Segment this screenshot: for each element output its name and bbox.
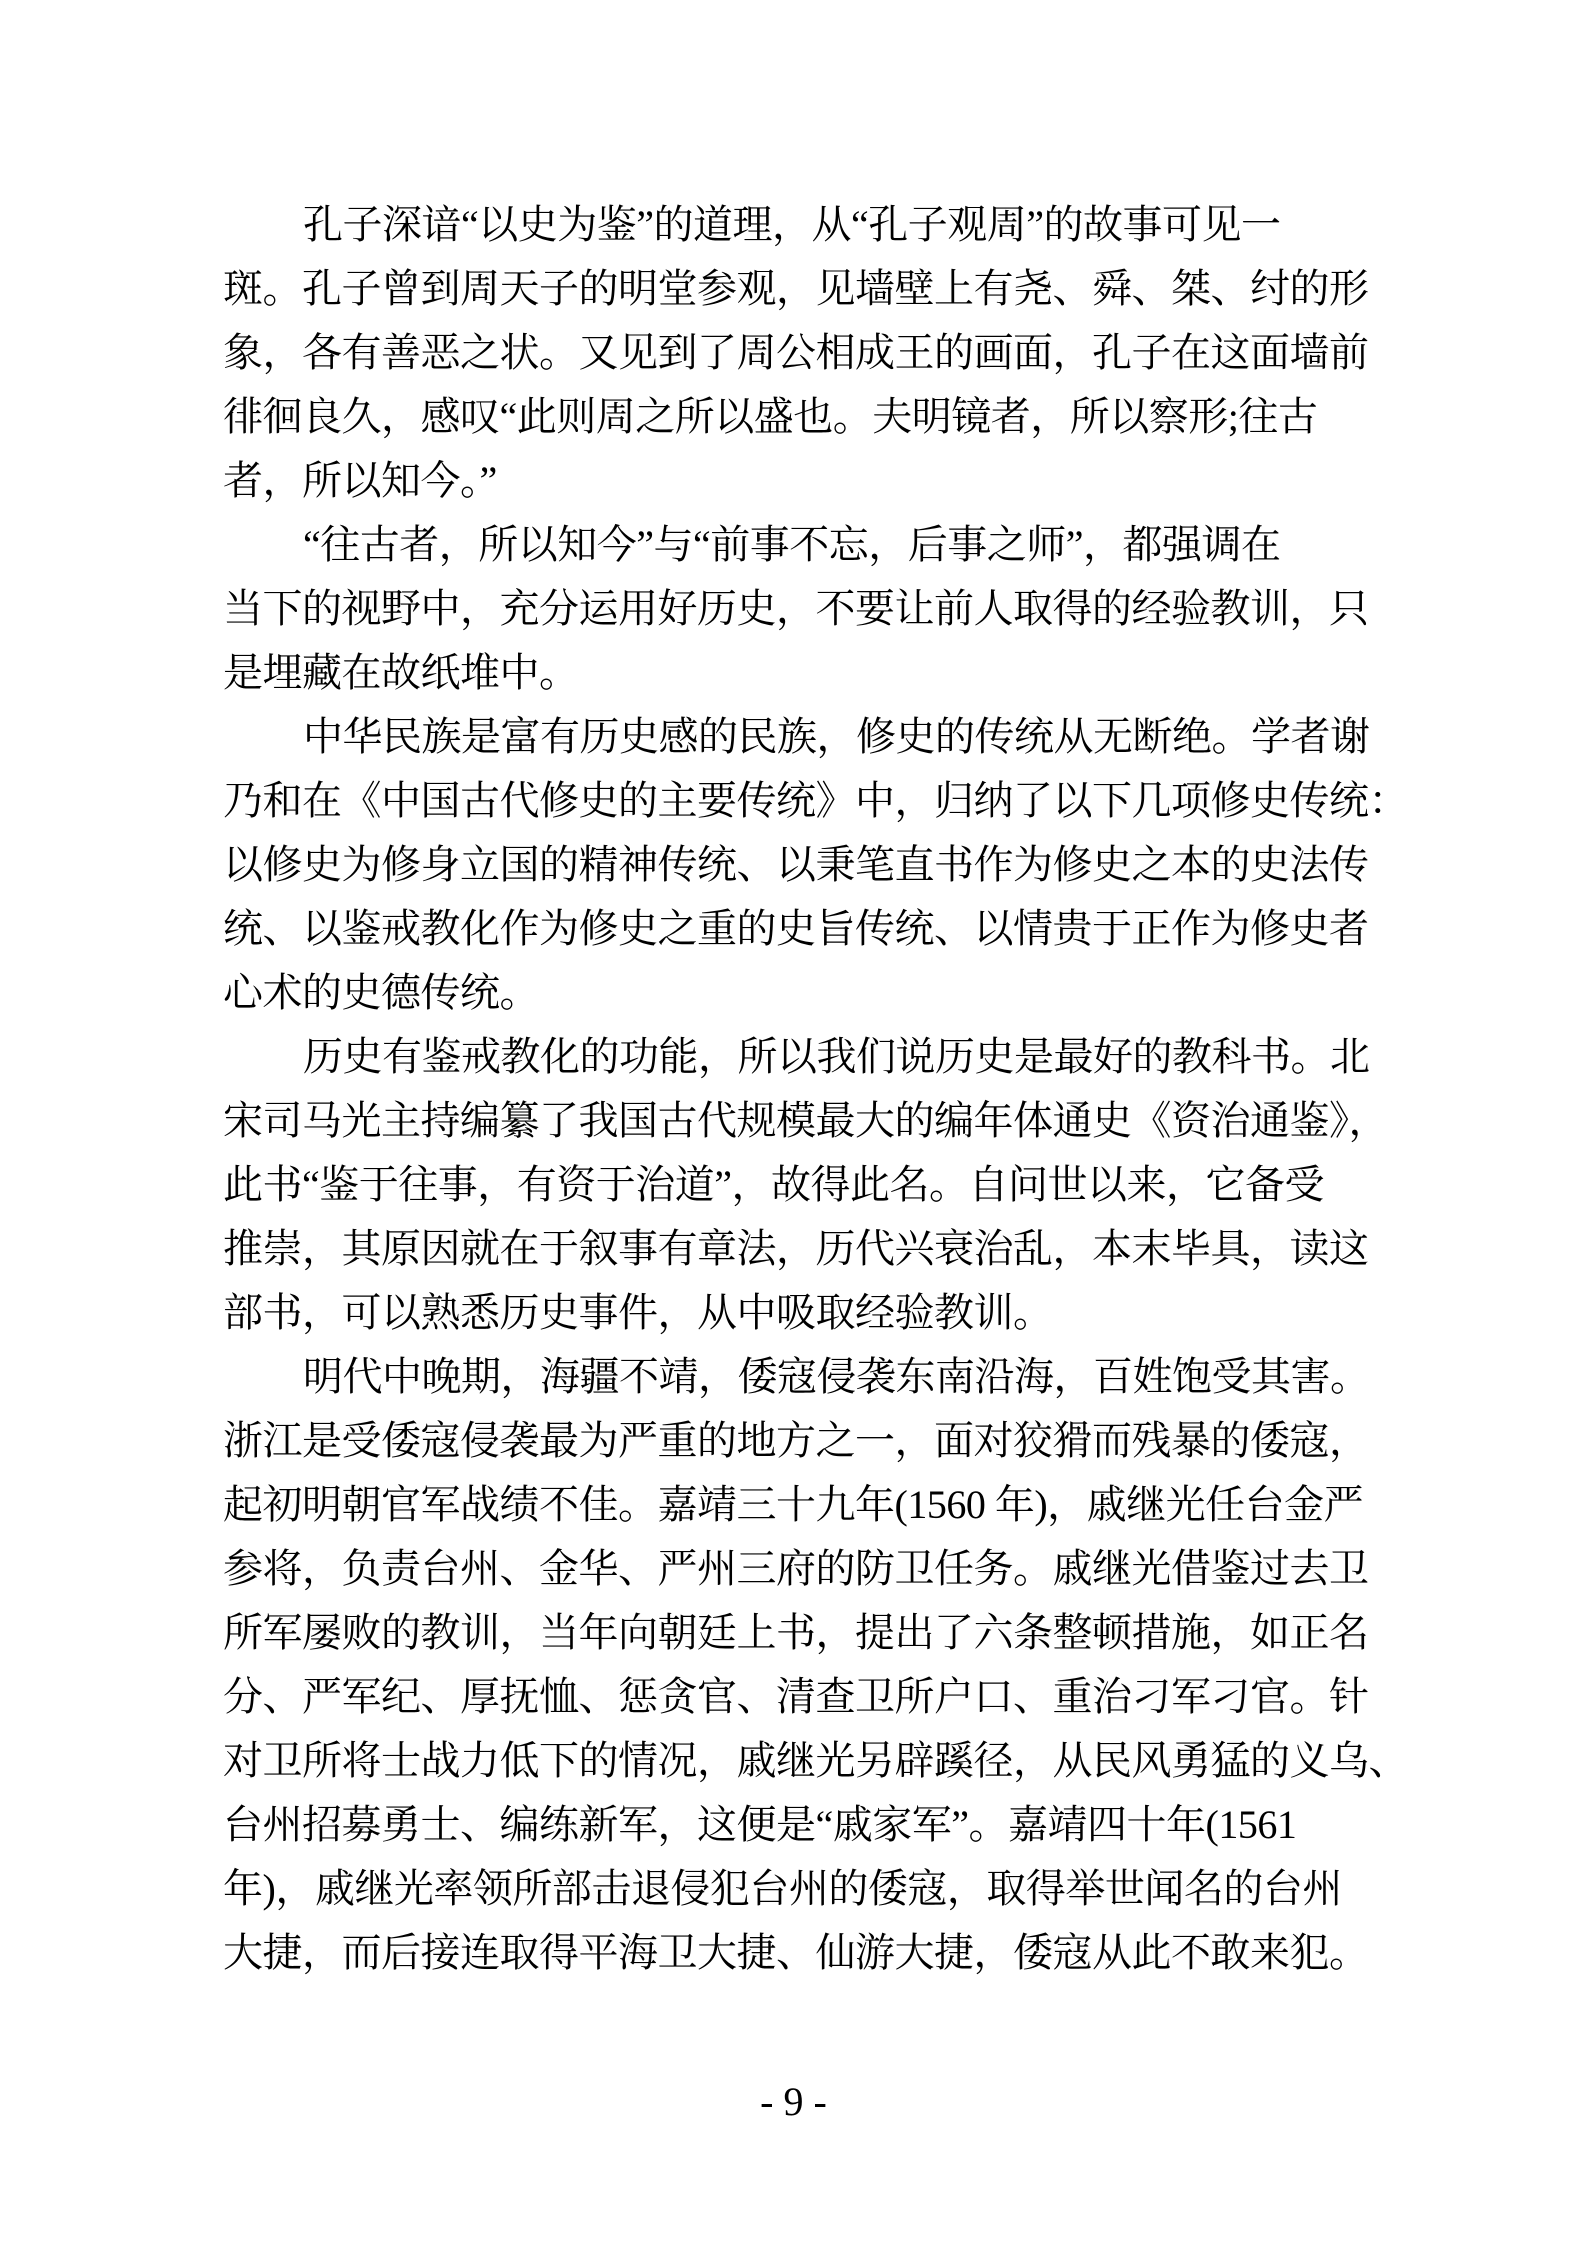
text-line: 宋司马光主持编纂了我国古代规模最大的编年体通史《资治通鉴》， [223,1098,1388,1143]
text-line: 浙江是受倭寇侵袭最为严重的地方之一，面对狡猾而残暴的倭寇， [223,1418,1369,1463]
text-line: 孔子深谙“以史为鉴”的道理，从“孔子观周”的故事可见一 [303,202,1281,247]
text-line: 参将，负责台州、金华、严州三府的防卫任务。戚继光借鉴过去卫 [223,1546,1369,1591]
text-line: 所军屡败的教训，当年向朝廷上书，提出了六条整顿措施，如正名 [223,1610,1369,1655]
page-footer [0,2078,1587,2126]
text-line: 当下的视野中，充分运用好历史，不要让前人取得的经验教训，只 [223,586,1369,631]
text-line: 台州招募勇士、编练新军，这便是“戚家军”。嘉靖四十年(1561 [223,1802,1297,1847]
text-line: 大捷，而后接连取得平海卫大捷、仙游大捷，倭寇从此不敢来犯。 [223,1930,1369,1975]
page-number: - 9 - [760,2079,827,2124]
text-line: 历史有鉴戒教化的功能，所以我们说历史是最好的教科书。北 [303,1034,1370,1079]
text-line: 以修史为修身立国的精神传统、以秉笔直书作为修史之本的史法传 [223,842,1369,887]
text-line: 明代中晚期，海疆不靖，倭寇侵袭东南沿海，百姓饱受其害。 [303,1354,1370,1399]
text-line: 斑。孔子曾到周天子的明堂参观，见墙壁上有尧、舜、桀、纣的形 [223,266,1369,311]
text-line: 乃和在《中国古代修史的主要传统》中，归纳了以下几项修史传统： [223,778,1408,823]
text-line: 象，各有善恶之状。又见到了周公相成王的画面，孔子在这面墙前 [223,330,1369,375]
text-line: 对卫所将士战力低下的情况，戚继光另辟蹊径，从民风勇猛的义乌、 [223,1738,1408,1783]
body-text [223,193,1408,1985]
text-line: 中华民族是富有历史感的民族，修史的传统从无断绝。学者谢 [303,714,1370,759]
text-line: 是埋藏在故纸堆中。 [223,650,579,695]
text-line: “往古者，所以知今”与“前事不忘，后事之师”，都强调在 [303,522,1281,567]
text-line: 此书“鉴于往事，有资于治道”，故得此名。自问世以来，它备受 [223,1162,1325,1207]
text-line: 部书，可以熟悉历史事件，从中吸取经验教训。 [223,1290,1053,1335]
text-line: 分、严军纪、厚抚恤、惩贪官、清查卫所户口、重治刁军刁官。针 [223,1674,1369,1719]
text-line: 年)，戚继光率领所部击退侵犯台州的倭寇，取得举世闻名的台州 [223,1866,1342,1911]
text-line: 统、以鉴戒教化作为修史之重的史旨传统、以情贵于正作为修史者 [223,906,1369,951]
text-line: 心术的史德传统。 [223,970,539,1015]
text-line: 起初明朝官军战绩不佳。嘉靖三十九年(1560 年)，戚继光任台金严 [223,1482,1364,1527]
text-line: 徘徊良久，感叹“此则周之所以盛也。夫明镜者，所以察形;往古 [223,394,1318,439]
text-line: 者，所以知今。” [223,458,497,503]
text-line: 推崇，其原因就在于叙事有章法，历代兴衰治乱，本末毕具，读这 [223,1226,1369,1271]
